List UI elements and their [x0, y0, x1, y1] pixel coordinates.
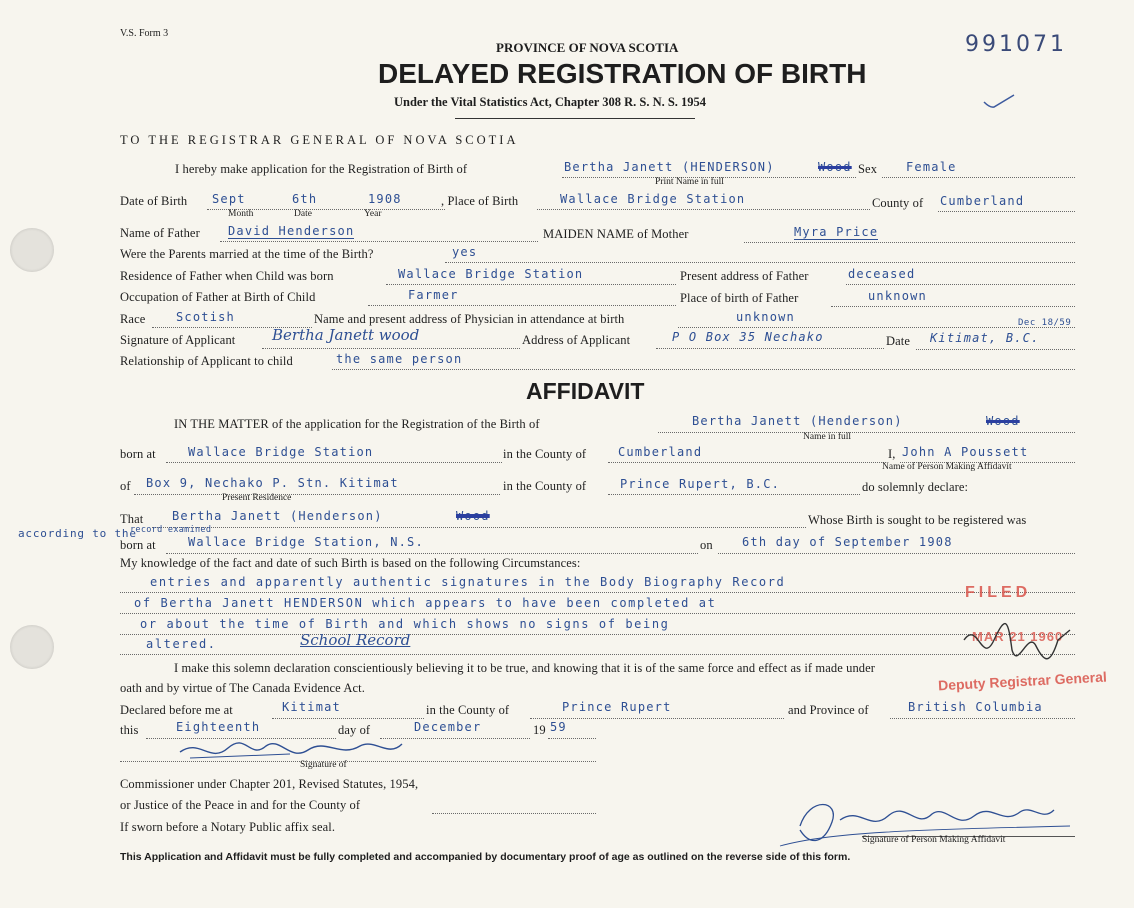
- month-caption: Month: [228, 209, 254, 219]
- declaration-line-2: oath and by virtue of The Canada Evidence Act.: [120, 681, 365, 695]
- commissioner-sig-line: [120, 760, 596, 762]
- on-label: on: [700, 538, 713, 552]
- physician-line: [678, 326, 1075, 328]
- margin-note-2: record examined: [130, 525, 212, 535]
- born-at2-line: [166, 552, 698, 554]
- born-at-value: Wallace Bridge Station: [188, 445, 374, 459]
- child-name-struck: Wood: [818, 160, 852, 174]
- circumstance-line: entries and apparently authentic signatures in the Body Biography Record: [150, 575, 786, 589]
- address-line: [656, 347, 884, 349]
- punch-hole: [10, 625, 54, 669]
- address-value: P O Box 35 Nechako: [672, 330, 824, 344]
- date-label: Date: [886, 334, 910, 348]
- signature-of-caption: Signature of: [300, 760, 347, 770]
- physician-value: unknown: [736, 310, 795, 324]
- knowledge-label: My knowledge of the fact and date of such Birth is based on the following Circumstances:: [120, 556, 581, 570]
- affidavit-heading: AFFIDAVIT: [526, 378, 645, 404]
- circ-line-3: [120, 633, 1075, 635]
- declare-label: do solemnly declare:: [862, 480, 969, 494]
- affiant-county-label: in the County of: [503, 479, 587, 493]
- born-at-label: born at: [120, 447, 156, 461]
- date-value: Kitimat, B.C.: [930, 331, 1040, 345]
- child-name: Bertha Janett (HENDERSON): [564, 160, 775, 174]
- father-address-label: Present address of Father: [680, 269, 809, 283]
- dob-month: Sept: [212, 192, 246, 206]
- sex-value: Female: [906, 160, 957, 174]
- year-prefix: 19: [533, 723, 546, 737]
- dob-label: Date of Birth: [120, 194, 188, 208]
- that-label: That: [120, 512, 144, 526]
- dob-day: 6th: [292, 192, 318, 206]
- registrar-signature: [958, 610, 1078, 680]
- matter-label: IN THE MATTER of the application for the Registration of the Birth of: [174, 417, 540, 431]
- dob-year: 1908: [368, 192, 402, 206]
- born-at2-label: born at: [120, 538, 156, 552]
- race-label: Race: [120, 312, 146, 326]
- mother-value: Myra Price: [794, 225, 879, 239]
- commissioner-county-line: [432, 812, 596, 814]
- matter-line: [658, 431, 1075, 433]
- father-address-line: [846, 283, 1075, 285]
- circ-line-1: [120, 591, 1075, 593]
- in-county-line: [608, 461, 886, 463]
- father-birthplace-value: unknown: [868, 289, 927, 303]
- mother-label: MAIDEN NAME of Mother: [543, 227, 689, 241]
- father-birthplace-line: [831, 305, 1075, 307]
- province-line: [890, 717, 1075, 719]
- deputy-registrar-stamp: Deputy Registrar General: [937, 668, 1108, 694]
- page-subtitle: Under the Vital Statistics Act, Chapter 308 R. S. N. S. 1954: [394, 95, 707, 109]
- county-value: Cumberland: [940, 194, 1025, 208]
- this-day: Eighteenth: [176, 720, 261, 734]
- declared-county: Prince Rupert: [562, 700, 672, 714]
- circumstance-line: of Bertha Janett HENDERSON which appears to have been completed at: [134, 596, 717, 610]
- affiant-county: Prince Rupert, B.C.: [620, 477, 781, 491]
- declared-county-label: in the County of: [426, 703, 510, 717]
- address-label: Address of Applicant: [522, 333, 631, 347]
- occupation-value: Farmer: [408, 288, 459, 302]
- applicant-signature: Bertha Janett wood: [272, 326, 420, 344]
- father-birthplace-label: Place of birth of Father: [680, 291, 799, 305]
- relationship-label: Relationship of Applicant to child: [120, 354, 293, 368]
- commissioner-line-3: If sworn before a Notary Public affix seal.: [120, 820, 336, 834]
- declared-county-line: [530, 717, 784, 719]
- page-title: DELAYED REGISTRATION OF BIRTH: [378, 58, 867, 89]
- county-line: [938, 210, 1075, 212]
- province-heading: PROVINCE OF NOVA SCOTIA: [496, 40, 679, 55]
- i-label: I,: [888, 447, 896, 461]
- relationship-line: [332, 368, 1075, 370]
- affiant-sig-caption: Signature of Person Making Affidavit: [862, 835, 1006, 845]
- addressee: TO THE REGISTRAR GENERAL OF NOVA SCOTIA: [120, 133, 519, 147]
- affiant-residence: Box 9, Nechako P. Stn. Kitimat: [146, 476, 399, 490]
- commissioner-signature: [170, 734, 410, 768]
- declared-line: [272, 717, 424, 719]
- in-county-value: Cumberland: [618, 445, 703, 459]
- occupation-label: Occupation of Father at Birth of Child: [120, 290, 316, 304]
- declared-at: Kitimat: [282, 700, 341, 714]
- born-at-line: [166, 461, 502, 463]
- that-name: Bertha Janett (Henderson): [172, 509, 383, 523]
- father-value: David Henderson: [228, 224, 355, 238]
- occupation-line: [368, 304, 676, 306]
- on-line: [718, 552, 1075, 554]
- year-line: [548, 737, 596, 739]
- residence-caption: Present Residence: [222, 493, 292, 503]
- physician-label: Name and present address of Physician in attendance at birth: [314, 312, 625, 326]
- residence-label: Residence of Father when Child was born: [120, 269, 334, 283]
- declared-label: Declared before me at: [120, 703, 233, 717]
- sex-line: [882, 176, 1075, 178]
- punch-hole: [10, 228, 54, 272]
- intro-label: I hereby make application for the Registration of Birth of: [175, 162, 468, 176]
- this-label: this: [120, 723, 139, 737]
- of-label: of: [120, 479, 131, 493]
- declaration-line-1: I make this solemn declaration conscientiously believing it to be true, and knowing that it is of the same force and effect as if made under: [174, 661, 876, 675]
- check-mark-icon: [982, 92, 1016, 110]
- relationship-value: the same person: [336, 352, 463, 366]
- affiant-caption: Name of Person Making Affidavit: [882, 462, 1012, 472]
- date-note: Dec 18/59: [1018, 318, 1072, 328]
- matter-name-caption: Name in full: [803, 432, 852, 442]
- title-rule: [455, 118, 695, 119]
- circumstance-line: altered.: [146, 637, 217, 651]
- married-value: yes: [452, 245, 478, 259]
- race-value: Scotish: [176, 310, 235, 324]
- married-line: [445, 261, 1075, 263]
- born-at2-value: Wallace Bridge Station, N.S.: [188, 535, 424, 549]
- year-value: 59: [550, 720, 567, 734]
- place-label: , Place of Birth: [441, 194, 519, 208]
- date-caption: Date: [294, 209, 312, 219]
- form-number: V.S. Form 3: [120, 28, 169, 39]
- circumstance-line: or about the time of Birth and which shows no signs of being: [140, 617, 670, 631]
- affiant-name: John A Poussett: [902, 445, 1029, 459]
- footer-note: This Application and Affidavit must be fully completed and accompanied by documentary proof of age as outlined on the reverse side of this form.: [120, 851, 851, 863]
- day-label: day of: [338, 723, 371, 737]
- residence2-line: [134, 493, 500, 495]
- signature-line: [262, 347, 520, 349]
- residence-line: [386, 283, 676, 285]
- province-label: and Province of: [788, 703, 869, 717]
- that-name-struck: Wood: [456, 509, 490, 523]
- married-label: Were the Parents married at the time of the Birth?: [120, 247, 374, 261]
- residence-value: Wallace Bridge Station: [398, 267, 584, 281]
- date-line: [916, 348, 1075, 350]
- circumstance-extra: School Record: [300, 631, 411, 649]
- whose-label: Whose Birth is sought to be registered was: [808, 513, 1027, 527]
- place-line: [537, 208, 870, 210]
- that-line: [152, 526, 806, 528]
- circ-line-2: [120, 612, 1075, 614]
- affiant-county-line: [608, 493, 860, 495]
- in-county-label: in the County of: [503, 447, 587, 461]
- month-value: December: [414, 720, 482, 734]
- filed-date: MAR 21 1960: [972, 629, 1064, 644]
- father-line: [220, 240, 538, 242]
- county-label: County of: [872, 196, 924, 210]
- mother-line: [744, 241, 1075, 243]
- file-number: 991071: [965, 32, 1067, 57]
- place-value: Wallace Bridge Station: [560, 192, 746, 206]
- commissioner-line-1: Commissioner under Chapter 201, Revised Statutes, 1954,: [120, 777, 419, 791]
- matter-name-struck: Wood: [986, 414, 1020, 428]
- father-address-value: deceased: [848, 267, 916, 281]
- signature-label: Signature of Applicant: [120, 333, 236, 347]
- circ-line-4: [120, 653, 1075, 655]
- sex-label: Sex: [858, 162, 878, 176]
- commissioner-line-2: or Justice of the Peace in and for the County of: [120, 798, 361, 812]
- filed-stamp: FILED: [965, 584, 1032, 601]
- father-label: Name of Father: [120, 226, 200, 240]
- affiant-signature: [770, 786, 1090, 856]
- province-value: British Columbia: [908, 700, 1043, 714]
- name-caption: Print Name in full: [655, 177, 724, 187]
- margin-note: according to the: [18, 527, 137, 540]
- year-caption: Year: [364, 209, 382, 219]
- on-date: 6th day of September 1908: [742, 535, 953, 549]
- matter-name: Bertha Janett (Henderson): [692, 414, 903, 428]
